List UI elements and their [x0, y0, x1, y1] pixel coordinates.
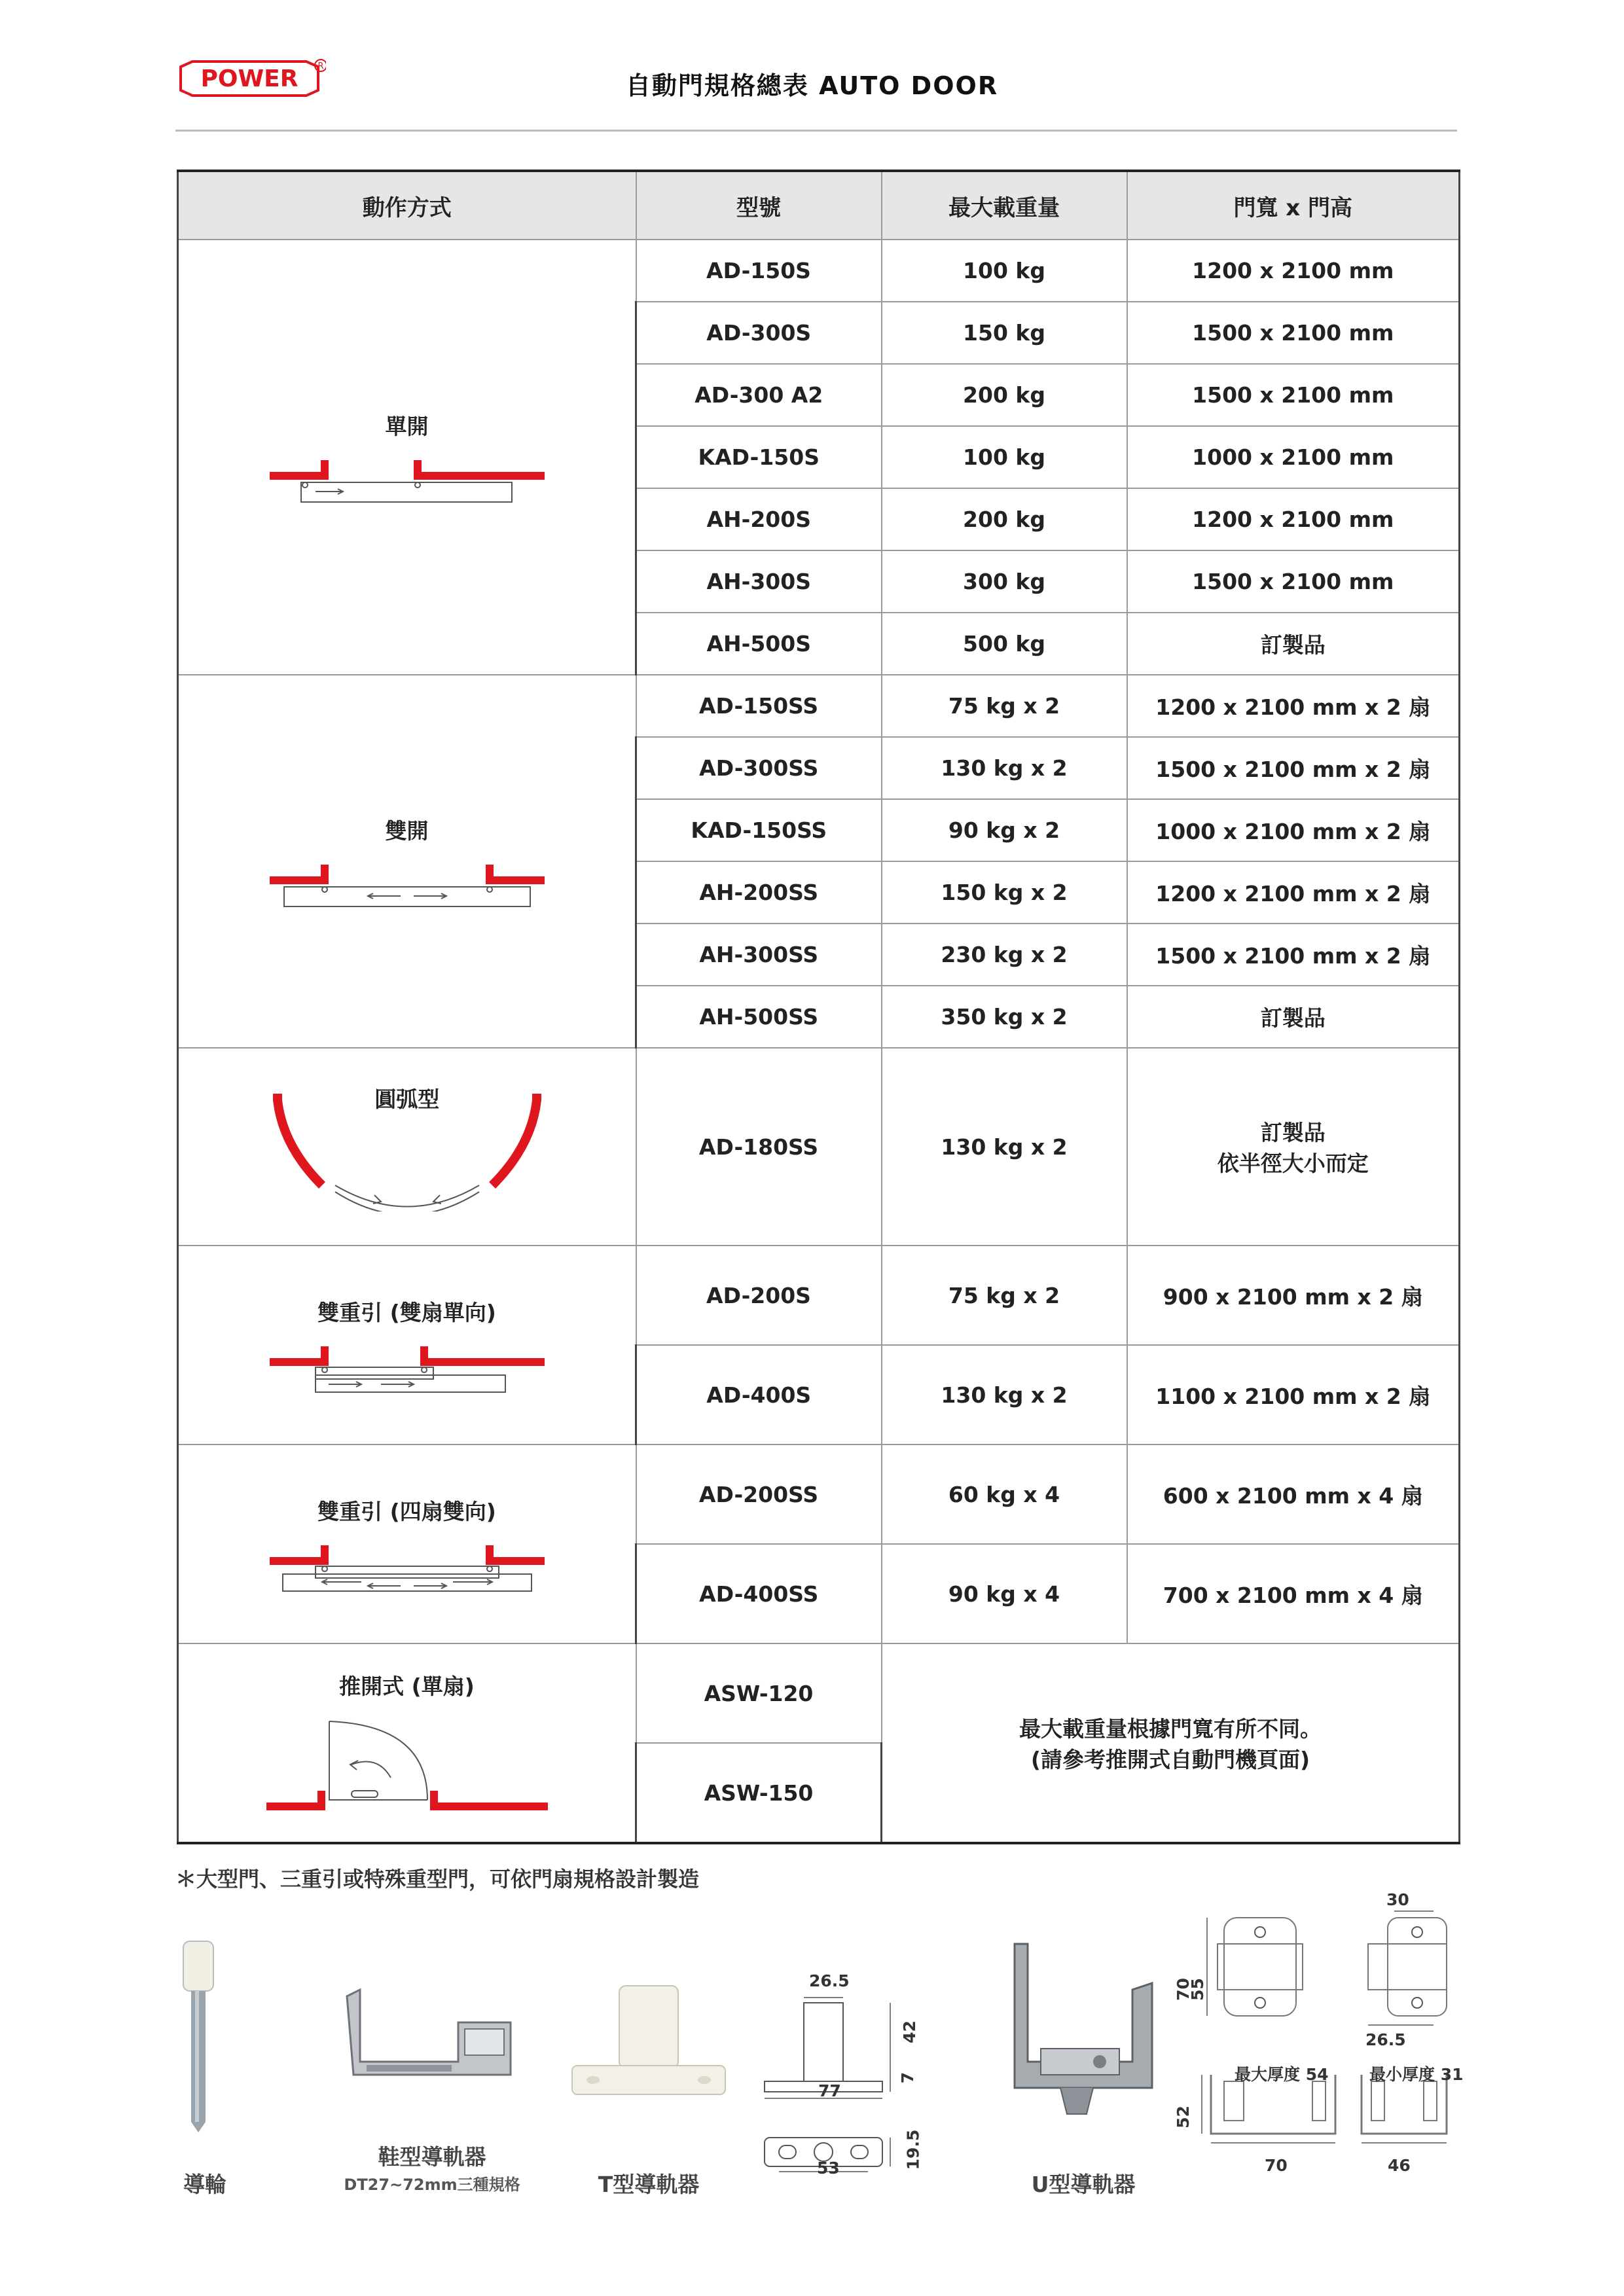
- u-dim-h3: 52: [1173, 2106, 1193, 2128]
- t-dim-base: 7: [898, 2072, 918, 2084]
- svg-text:R: R: [317, 62, 324, 71]
- table-row: [178, 1246, 1460, 1345]
- t-rail-image: [567, 1983, 731, 2101]
- u-dim-h1: 70: [1173, 1978, 1193, 2001]
- table-row: [178, 1444, 1460, 1544]
- size-cell: [1127, 1048, 1460, 1246]
- load-cell: 75 kg x 2: [882, 1246, 1127, 1345]
- two-panel-one-way-diagram: [270, 1345, 545, 1394]
- mode-label: 單開: [385, 414, 429, 439]
- model-cell: AH-500SS: [636, 986, 882, 1048]
- mode-label: 雙重引 (四扇雙向): [317, 1499, 496, 1524]
- load-cell: 200 kg: [882, 364, 1127, 426]
- mode-cell-two-panel-one-way: [178, 1246, 636, 1444]
- mode-label: 推開式 (單扇): [339, 1673, 475, 1699]
- size-cell: 900 x 2100 mm x 2 扇: [1127, 1246, 1460, 1345]
- load-cell: 130 kg x 2: [882, 1048, 1127, 1246]
- header-mode: 動作方式: [178, 171, 636, 240]
- mode-cell-four-panel-two-way: [178, 1444, 636, 1643]
- mode-cell-arc: [178, 1048, 636, 1246]
- table-row: [178, 240, 1460, 302]
- u-dim-h2: 55: [1187, 1978, 1207, 2001]
- size-cell: 1200 x 2100 mm x 2 扇: [1127, 675, 1460, 737]
- t-dim-width: 77: [818, 2081, 841, 2100]
- header-door-size: 門寬 x 門高: [1127, 171, 1460, 240]
- shoe-rail-image: [340, 1983, 524, 2088]
- size-cell: 600 x 2100 mm x 4 扇: [1127, 1444, 1460, 1544]
- t-rail-caption: T型導軌器: [598, 2172, 700, 2197]
- header-max-load: 最大載重量: [882, 171, 1127, 240]
- mode-label: 雙開: [385, 817, 429, 844]
- size-cell: 1100 x 2100 mm x 2 扇: [1127, 1345, 1460, 1444]
- table-row: [178, 1643, 1460, 1743]
- load-cell: 90 kg x 2: [882, 799, 1127, 861]
- u-dim-min-thickness: 最小厚度 31: [1369, 2065, 1464, 2084]
- model-cell: AD-200SS: [636, 1444, 882, 1544]
- load-cell: 350 kg x 2: [882, 986, 1127, 1048]
- mode-label: 雙重引 (雙扇單向): [317, 1300, 496, 1325]
- load-cell: 150 kg: [882, 302, 1127, 364]
- u-dim-w4: 46: [1388, 2156, 1411, 2175]
- four-panel-two-way-diagram: [270, 1544, 545, 1593]
- model-cell: ASW-150: [636, 1743, 882, 1843]
- mode-cell-single: [178, 240, 636, 675]
- size-cell: 700 x 2100 mm x 4 扇: [1127, 1544, 1460, 1643]
- load-cell: 75 kg x 2: [882, 675, 1127, 737]
- mode-cell-swing: [178, 1643, 636, 1843]
- table-row: [178, 675, 1460, 737]
- page-title: 自動門規格總表 AUTO DOOR: [625, 71, 999, 100]
- double-slide-diagram: [270, 863, 545, 909]
- model-cell: KAD-150S: [636, 426, 882, 488]
- load-cell: 300 kg: [882, 550, 1127, 613]
- size-cell-line2: 依半徑大小而定: [1217, 1151, 1369, 1176]
- size-cell: 1500 x 2100 mm: [1127, 550, 1460, 613]
- load-cell: 130 kg x 2: [882, 737, 1127, 799]
- table-header-row: [178, 171, 1460, 240]
- model-cell: AH-200SS: [636, 861, 882, 924]
- load-cell: 500 kg: [882, 613, 1127, 675]
- shoe-rail-caption: 鞋型導軌器: [378, 2144, 486, 2170]
- model-cell: AD-300SS: [636, 737, 882, 799]
- model-cell: AD-200S: [636, 1246, 882, 1345]
- size-cell: 訂製品: [1127, 613, 1460, 675]
- header-divider: [175, 130, 1457, 132]
- footnote: ＊大型門、三重引或特殊重型門，可依門扇規格設計製造: [175, 1867, 700, 1892]
- u-dim-w3: 70: [1265, 2156, 1288, 2175]
- single-slide-diagram: [270, 459, 545, 505]
- t-dim-plate-width: 53: [817, 2159, 840, 2178]
- shoe-rail-sub: DT27~72mm三種規格: [344, 2176, 520, 2194]
- model-cell: AD-400SS: [636, 1544, 882, 1643]
- size-cell: 1000 x 2100 mm: [1127, 426, 1460, 488]
- guide-wheel-image: [175, 1937, 221, 2134]
- swing-door-diagram: [266, 1719, 548, 1817]
- size-cell-line1: 訂製品: [1260, 1120, 1326, 1145]
- model-cell: AH-300S: [636, 550, 882, 613]
- size-cell: 1500 x 2100 mm x 2 扇: [1127, 924, 1460, 986]
- size-cell: 1500 x 2100 mm: [1127, 302, 1460, 364]
- u-rail-caption: U型導軌器: [1031, 2172, 1136, 2197]
- size-cell: 1200 x 2100 mm: [1127, 488, 1460, 550]
- model-cell: AD-300 A2: [636, 364, 882, 426]
- model-cell: AH-500S: [636, 613, 882, 675]
- model-cell: AD-300S: [636, 302, 882, 364]
- model-cell: KAD-150SS: [636, 799, 882, 861]
- load-cell: 150 kg x 2: [882, 861, 1127, 924]
- u-dim-w1: 30: [1386, 1890, 1409, 1909]
- size-cell: 訂製品: [1127, 986, 1460, 1048]
- model-cell: AD-400S: [636, 1345, 882, 1444]
- mode-cell-double: [178, 675, 636, 1048]
- swing-note-cell: [882, 1643, 1460, 1843]
- size-cell: 1200 x 2100 mm x 2 扇: [1127, 861, 1460, 924]
- u-rail-dimension-drawing: [1198, 1905, 1460, 2179]
- size-cell: 1500 x 2100 mm x 2 扇: [1127, 737, 1460, 799]
- model-cell: ASW-120: [636, 1643, 882, 1743]
- t-dim-plate-height: 19.5: [903, 2129, 923, 2170]
- load-cell: 60 kg x 4: [882, 1444, 1127, 1544]
- model-cell: AD-150SS: [636, 675, 882, 737]
- load-cell: 100 kg: [882, 240, 1127, 302]
- load-cell: 200 kg: [882, 488, 1127, 550]
- guide-wheel-caption: 導輪: [183, 2172, 226, 2197]
- t-dim-top: 26.5: [809, 1971, 850, 1990]
- swing-note-line2: (請參考推開式自動門機頁面): [1030, 1747, 1310, 1772]
- model-cell: AD-180SS: [636, 1048, 882, 1246]
- model-cell: AH-200S: [636, 488, 882, 550]
- model-cell: AD-150S: [636, 240, 882, 302]
- size-cell: 1000 x 2100 mm x 2 扇: [1127, 799, 1460, 861]
- mode-label: 圓弧型: [374, 1086, 440, 1112]
- swing-note-line1: 最大載重量根據門寬有所不同。: [1019, 1716, 1322, 1742]
- size-cell: 1200 x 2100 mm: [1127, 240, 1460, 302]
- svg-text:POWER: POWER: [200, 65, 298, 92]
- u-dim-w2: 26.5: [1365, 2030, 1406, 2049]
- u-dim-max-thickness: 最大厚度 54: [1235, 2065, 1329, 2084]
- u-rail-image: [1001, 1937, 1165, 2134]
- spec-table: [177, 170, 1460, 1844]
- load-cell: 90 kg x 4: [882, 1544, 1127, 1643]
- load-cell: 100 kg: [882, 426, 1127, 488]
- header-model: 型號: [636, 171, 882, 240]
- load-cell: 130 kg x 2: [882, 1345, 1127, 1444]
- table-row: [178, 1048, 1460, 1246]
- model-cell: AH-300SS: [636, 924, 882, 986]
- t-dim-height: 42: [899, 2020, 919, 2043]
- size-cell: 1500 x 2100 mm: [1127, 364, 1460, 426]
- load-cell: 230 kg x 2: [882, 924, 1127, 986]
